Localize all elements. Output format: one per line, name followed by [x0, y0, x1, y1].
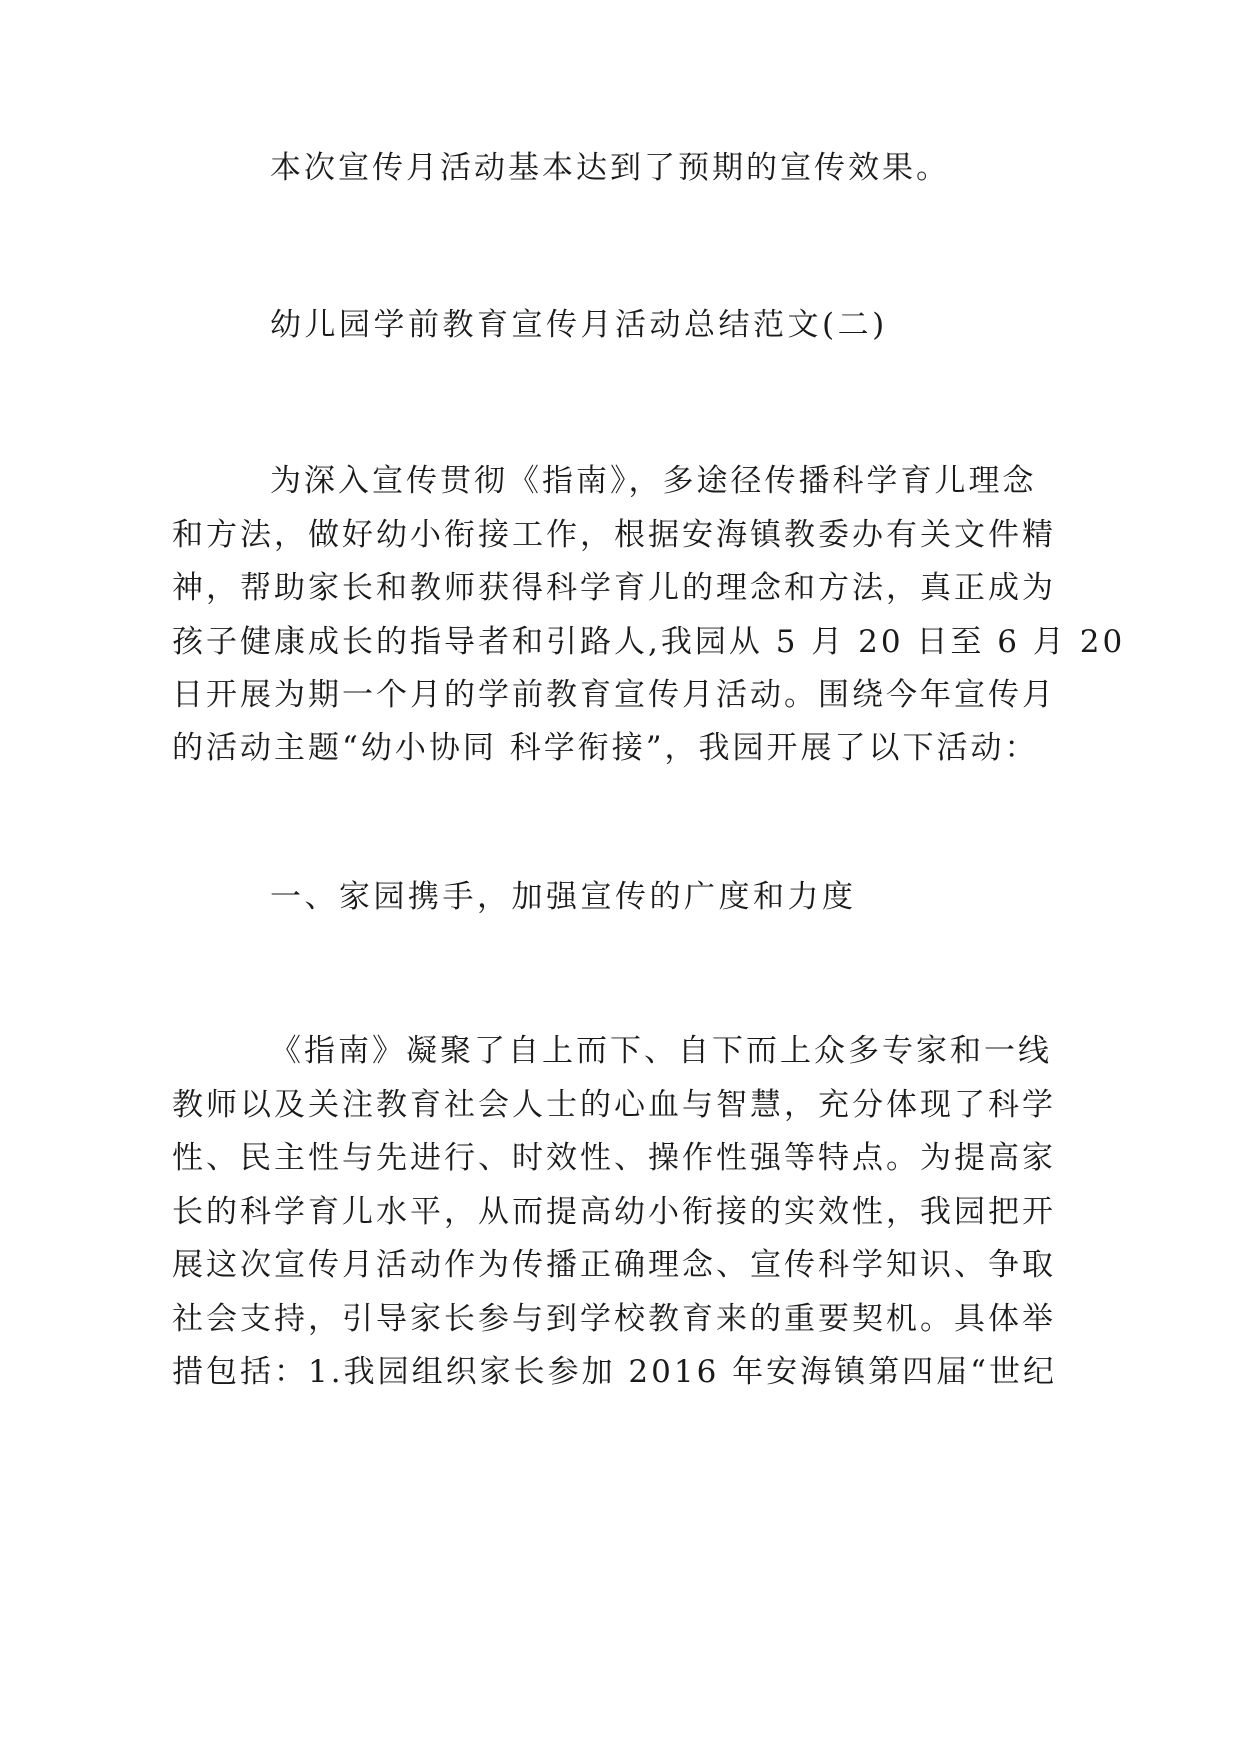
document-title: 幼儿园学前教育宣传月活动总结范文(二)	[270, 307, 888, 343]
paragraph-1-line: 的活动主题“幼小协同 科学衔接”，我园开展了以下活动：	[172, 730, 1039, 766]
paragraph-2-line: 《指南》凝聚了自上而下、自下而上众多专家和一线	[270, 1033, 1052, 1069]
paragraph-2-line: 展这次宣传月活动作为传播正确理念、宣传科学知识、争取	[172, 1247, 1056, 1283]
paragraph-1-line: 为深入宣传贯彻《指南》，多途径传播科学育儿理念	[270, 463, 1037, 499]
paragraph-1-line: 神，帮助家长和教师获得科学育儿的理念和方法，真正成为	[172, 570, 1056, 606]
paragraph-2-line: 社会支持，引导家长参与到学校教育来的重要契机。具体举	[172, 1301, 1056, 1337]
paragraph-2-line: 长的科学育儿水平，从而提高幼小衔接的实效性，我园把开	[172, 1194, 1056, 1230]
section-1-heading: 一、家园携手，加强宣传的广度和力度	[270, 879, 857, 915]
paragraph-1-line: 日开展为期一个月的学前教育宣传月活动。围绕今年宣传月	[172, 677, 1056, 713]
paragraph-2-line: 措包括：1.我园组织家长参加 2016 年安海镇第四届“世纪	[172, 1354, 1058, 1390]
intro-closing-line: 本次宣传月活动基本达到了预期的宣传效果。	[270, 150, 950, 186]
paragraph-2-line: 性、民主性与先进行、时效性、操作性强等特点。为提高家	[172, 1140, 1056, 1176]
paragraph-2-line: 教师以及关注教育社会人士的心血与智慧，充分体现了科学	[172, 1087, 1056, 1123]
paragraph-1-line: 和方法，做好幼小衔接工作，根据安海镇教委办有关文件精	[172, 517, 1056, 553]
paragraph-1-line: 孩子健康成长的指导者和引路人,我园从 5 月 20 日至 6 月 20	[172, 624, 1126, 660]
